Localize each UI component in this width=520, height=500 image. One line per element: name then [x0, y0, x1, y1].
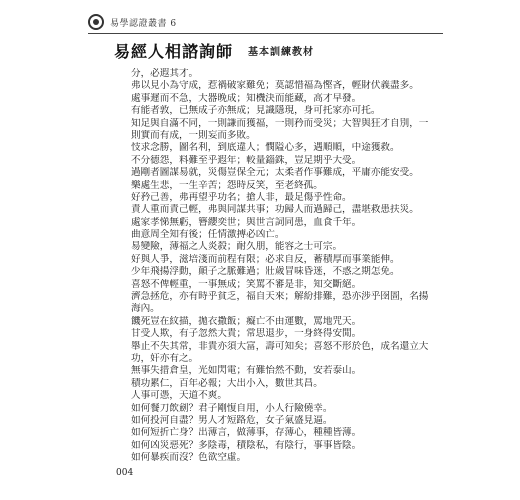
series-title: 易學認證叢書 6: [110, 19, 177, 29]
page-number: 004: [116, 468, 134, 478]
text-line: 如何短折亡身？出薄言，做薄事，存薄心，種種皆薄。: [131, 427, 362, 439]
book-subtitle: 基本訓練教材: [248, 47, 314, 58]
text-line: 不分德怨，料難至乎遐年；較量錙銖，豈足期乎大受。: [131, 154, 362, 166]
text-line: 人事可憑，天道不爽。: [131, 390, 227, 402]
text-line: 處事遲而不急，大器晚成；知機決而能藏，高才早發。: [131, 92, 362, 104]
text-line: 甘受人欺，有子忽然大貴；常思退步，一身終得安閒。: [131, 328, 362, 340]
text-line: 分，必遐其才。: [131, 68, 199, 79]
text-line: 濟急拯危，亦有時乎貧乏，福自天來；解紛排難，恐亦涉乎囹圄，名揚: [131, 291, 429, 303]
series-logo-icon: [88, 14, 104, 30]
text-line: 如何餐刀飲劍？君子剛愎自用，小人行險僥幸。: [131, 402, 333, 414]
text-line: 饑死豈在紋描，拋衣撒飯；癡亡不由運數，罵地咒天。: [131, 315, 362, 327]
text-line: 無事失措倉皇，光如閃電；有難怡然不動，安若泰山。: [131, 365, 362, 377]
text-line: 過剛者圖謀易就，災傷豈保全元；太柔者作事難成，平庸亦能安受。: [131, 167, 419, 179]
text-line: 如何投河自盡？男人才短路危，女子氣盛見逼。: [131, 414, 333, 426]
body-text: [131, 68, 441, 465]
text-line: 有能者敦，已無成子亦無成；見識隱現，身可托家亦可托。: [131, 105, 381, 117]
text-line: 喜怒不俾輕重，一事無成；笑罵不審是非，知交斷絕。: [131, 278, 362, 290]
text-line: 易變險，薄福之人炎殺；耐久朋，能容之士可宗。: [131, 241, 343, 253]
text-line: 樂處生悲，一生辛苦；怨時反笑，至老終孤。: [131, 179, 323, 191]
book-title: 易經人相諮詢師: [114, 42, 234, 61]
text-line: 好與人爭，滋培淺而前程有限；必求自反，蓄積厚而事業能伸。: [131, 253, 400, 265]
text-line: 責人重而責己輕，弗與同謀共事；功歸人而過歸己，盡堪救患扶災。: [131, 204, 419, 216]
text-line: 曲意周全知有後；任情激搏必凶亡。: [131, 229, 285, 241]
text-line: 知足與自滿不同，一則謙而獲福，一則矜而受災；大智與狂才自別，一: [131, 117, 429, 129]
text-line: 忮求念勝，圖名利，到底違人；憫隘心多，遇順順，中途獲救。: [131, 142, 400, 154]
text-line: 少年飛揚浮動，顛子之脈難過；壯歲冒味昏迷，不惑之期怎免。: [131, 266, 400, 278]
text-line: 舉止不失其常，非貴亦須大富，壽可知矣；喜怒不形於色，成名還立大: [131, 340, 429, 352]
text-line: 處家孝悌無虧，簪纓奕世；與世言詞同患，血食千年。: [131, 216, 362, 228]
text-line: 弗以見小為守成，惹禍破家難免；莫認惜福為慳吝，輕財伏義盡多。: [131, 80, 419, 92]
text-line: 如何暴疾而沒？色欲空虛。: [131, 452, 247, 464]
text-line: 積功累仁，百年必報；大出小入，數世其昌。: [131, 377, 323, 389]
text-line: 則實而有成，一則妄而多敗。: [131, 129, 256, 141]
text-line: 好矜己善，弗再望乎功名；搶人非，最足傷乎性命。: [131, 191, 352, 203]
header-divider: [88, 33, 443, 34]
text-line: 功，奸亦有之。: [131, 352, 199, 364]
text-line: 如何凶災惡死？多陰毒，積陰私，有陰行，事事皆陰。: [131, 439, 362, 451]
text-line: 海內。: [131, 303, 160, 315]
